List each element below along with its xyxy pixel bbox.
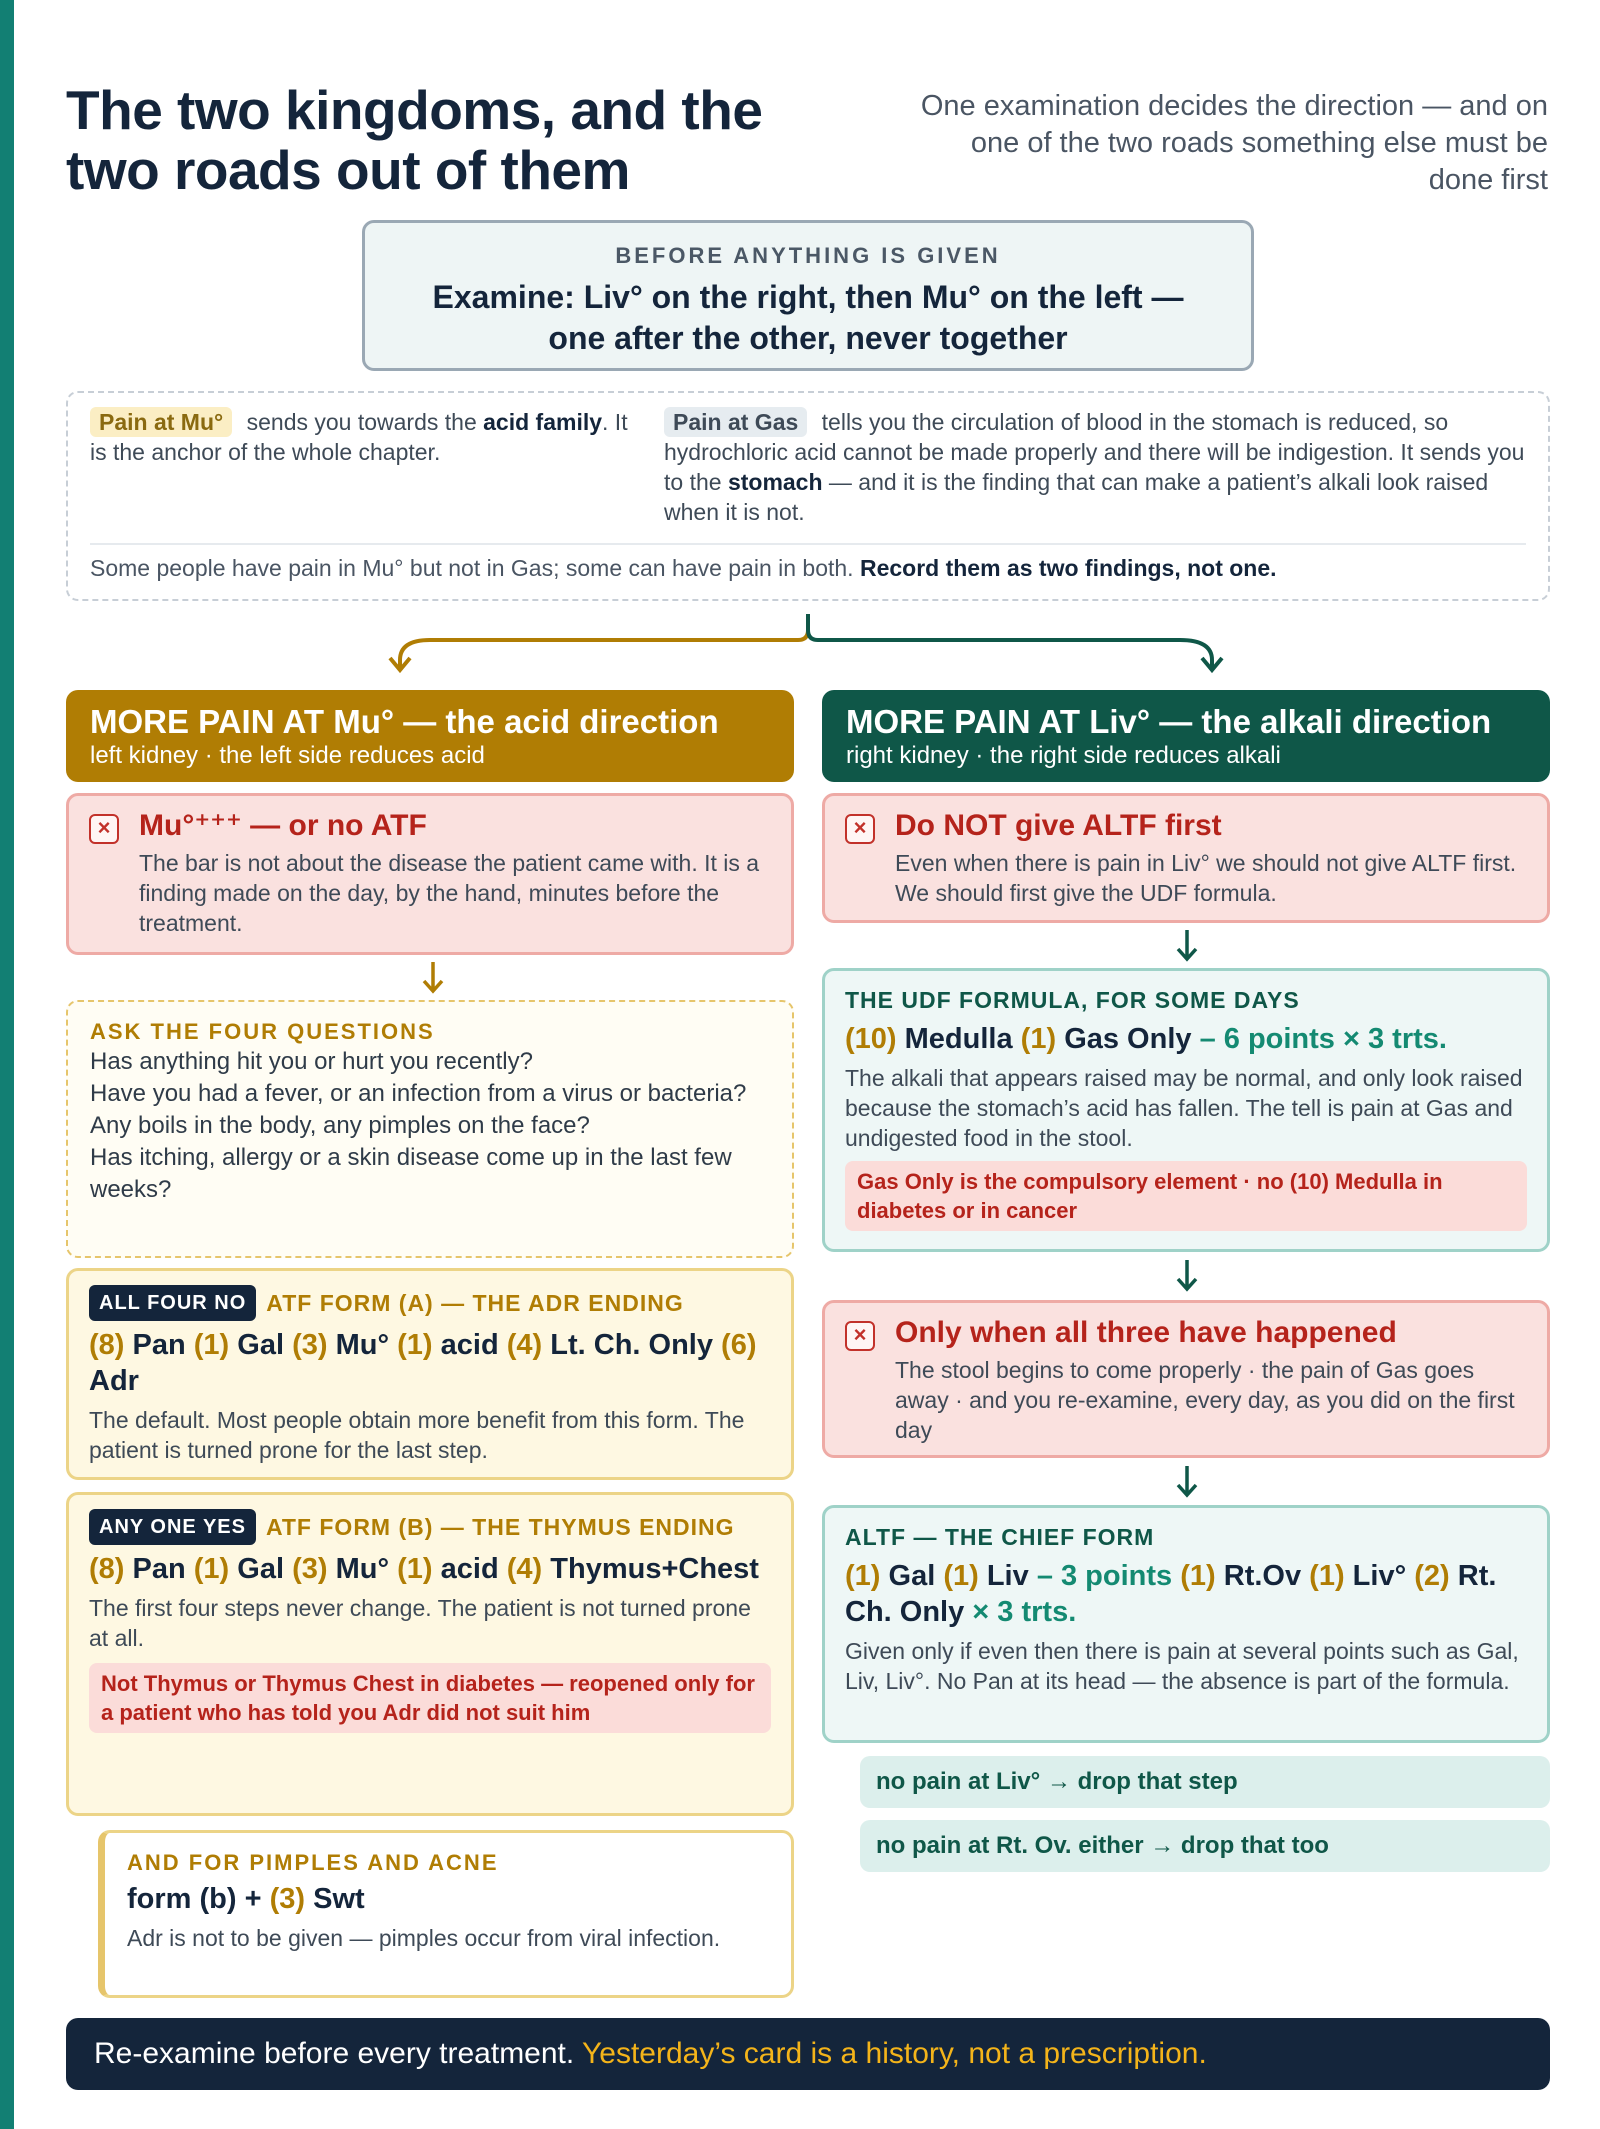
form-a-body: The default. Most people obtain more benefit from this form. The patient is turned prone for the last step. [89, 1407, 745, 1463]
question-3: Any boils in the body, any pimples on the face? [90, 1112, 590, 1139]
close-icon: × [89, 814, 119, 844]
context-note: Some people have pain in Mu° but not in Gas; some can have pain in both. Record them as two findings, not one. [90, 555, 1277, 581]
alkali-direction-header: MORE PAIN AT Liv° — the alkali direction right kidney · the right side reduces alkali [822, 690, 1550, 782]
close-icon: × [845, 814, 875, 844]
acid-bar-card [66, 793, 794, 955]
acid-branch-line [400, 614, 808, 668]
four-questions-box [66, 1000, 794, 1258]
pimples-body: Adr is not to be given — pimples occur from viral infection. [127, 1925, 721, 1951]
pimples-caption: AND FOR PIMPLES AND ACNE [127, 1850, 499, 1875]
close-icon: × [845, 1321, 875, 1351]
altf-body: Given only if even then there is pain at several points such as Gal, Liv, Liv°. No Pan at its head — the absence is part of the formula. [845, 1638, 1519, 1694]
alkali-bar-card [822, 793, 1550, 923]
pimples-formula: form (b) + (3) Swt [127, 1883, 365, 1915]
mu-chip: Pain at Mu° [90, 407, 232, 437]
all-three-body: The stool begins to come properly · the pain of Gas goes away · and you re-examine, every day, as you did on the first day [895, 1357, 1515, 1443]
branch-arrows [380, 610, 1240, 680]
context-box [66, 391, 1550, 601]
footer-highlight: Yesterday’s card is a history, not a prescription. [582, 2037, 1207, 2070]
all-three-title: Only when all three have happened [895, 1316, 1397, 1349]
arrow-down-icon [418, 960, 448, 996]
drop-note-liv: no pain at Liv° → drop that step [860, 1756, 1550, 1808]
acid-bar-body: The bar is not about the disease the patient came with. It is a finding made on the day, by the hand, minutes before the treatment. [139, 850, 760, 936]
form-a-formula: (8) Pan (1) Gal (3) Mu° (1) acid (4) Lt. Ch. Only (6) Adr [89, 1329, 757, 1397]
arrow-down-icon [1172, 1258, 1202, 1294]
footer-text: Re-examine before every treatment. [94, 2037, 575, 2070]
page-title: The two kingdoms, and the two roads out of them [66, 79, 763, 201]
acid-direction-header: MORE PAIN AT Mu° — the acid direction left kidney · the left side reduces acid [66, 690, 794, 782]
form-b-title: ATF FORM (B) — THE THYMUS ENDING [265, 1514, 735, 1540]
udf-warning: Gas Only is the compulsory element · no (10) Medulla in diabetes or in cancer [845, 1161, 1527, 1231]
alkali-bar-body: Even when there is pain in Liv° we should not give ALTF first. We should first give the UDF formula. [895, 850, 1517, 906]
altf-chief-form-card [822, 1505, 1550, 1743]
atf-form-a-card [66, 1268, 794, 1480]
altf-caption: ALTF — THE CHIEF FORM [845, 1524, 1155, 1550]
question-2: Have you had a fever, or an infection from a virus or bacteria? [90, 1080, 747, 1107]
udf-formula: (10) Medulla (1) Gas Only – 6 points × 3 trts. [845, 1023, 1447, 1055]
all-three-card [822, 1300, 1550, 1458]
before-line-1: Examine: Liv° on the right, then Mu° on the left — [432, 279, 1184, 315]
udf-caption: THE UDF FORMULA, FOR SOME DAYS [845, 987, 1300, 1013]
before-line-2: one after the other, never together [548, 320, 1068, 356]
form-a-title: ATF FORM (A) — THE ADR ENDING [266, 1290, 684, 1316]
alkali-branch-line [808, 614, 1212, 668]
context-divider [90, 543, 1526, 545]
atf-form-b-card [66, 1492, 794, 1816]
arrow-down-icon [1172, 928, 1202, 964]
form-b-warning: Not Thymus or Thymus Chest in diabetes — reopened only for a patient who has told you Adr did not suit him [89, 1663, 771, 1733]
form-b-formula: (8) Pan (1) Gal (3) Mu° (1) acid (4) Thymus+Chest [89, 1553, 759, 1585]
question-4: Has itching, allergy or a skin disease come up in the last few weeks? [90, 1144, 732, 1203]
alkali-bar-title: Do NOT give ALTF first [895, 809, 1222, 842]
before-anything-box [362, 220, 1254, 371]
mu-context: Pain at Mu° sends you towards the acid family. It is the anchor of the whole chapter. [90, 409, 628, 465]
acid-bar-title: Mu°⁺⁺⁺ — or no ATF [139, 809, 427, 842]
form-b-body: The first four steps never change. The patient is not turned prone at all. [89, 1595, 751, 1651]
udf-formula-card [822, 968, 1550, 1252]
pimples-acne-card [98, 1830, 794, 1998]
footer-banner [66, 2018, 1550, 2090]
drop-note-rt-ov: no pain at Rt. Ov. either → drop that too [860, 1820, 1550, 1872]
before-caption: BEFORE ANYTHING IS GIVEN [615, 243, 1001, 268]
status-badge: ANY ONE YES [89, 1509, 256, 1545]
gas-context: Pain at Gas tells you the circulation of blood in the stomach is reduced, so hydrochloric acid cannot be made properly and there will be indigestion. It sends you to the stomach — and it is the finding that can make a patient’s alkali look raised when it is not. [664, 409, 1525, 525]
status-badge: ALL FOUR NO [89, 1285, 256, 1321]
left-accent-stripe [0, 0, 14, 2129]
gas-chip: Pain at Gas [664, 407, 807, 437]
questions-caption: ASK THE FOUR QUESTIONS [90, 1019, 435, 1044]
question-1: Has anything hit you or hurt you recently? [90, 1048, 533, 1075]
page-subtitle: One examination decides the direction — and on one of the two roads something else must be done first [920, 90, 1548, 196]
arrow-down-icon [1172, 1464, 1202, 1500]
altf-formula: (1) Gal (1) Liv – 3 points (1) Rt.Ov (1) Liv° (2) Rt. Ch. Only × 3 trts. [845, 1560, 1497, 1628]
udf-body: The alkali that appears raised may be normal, and only look raised because the stomach’s acid has fallen. The tell is pain at Gas and undigested food in the stool. [845, 1065, 1523, 1151]
